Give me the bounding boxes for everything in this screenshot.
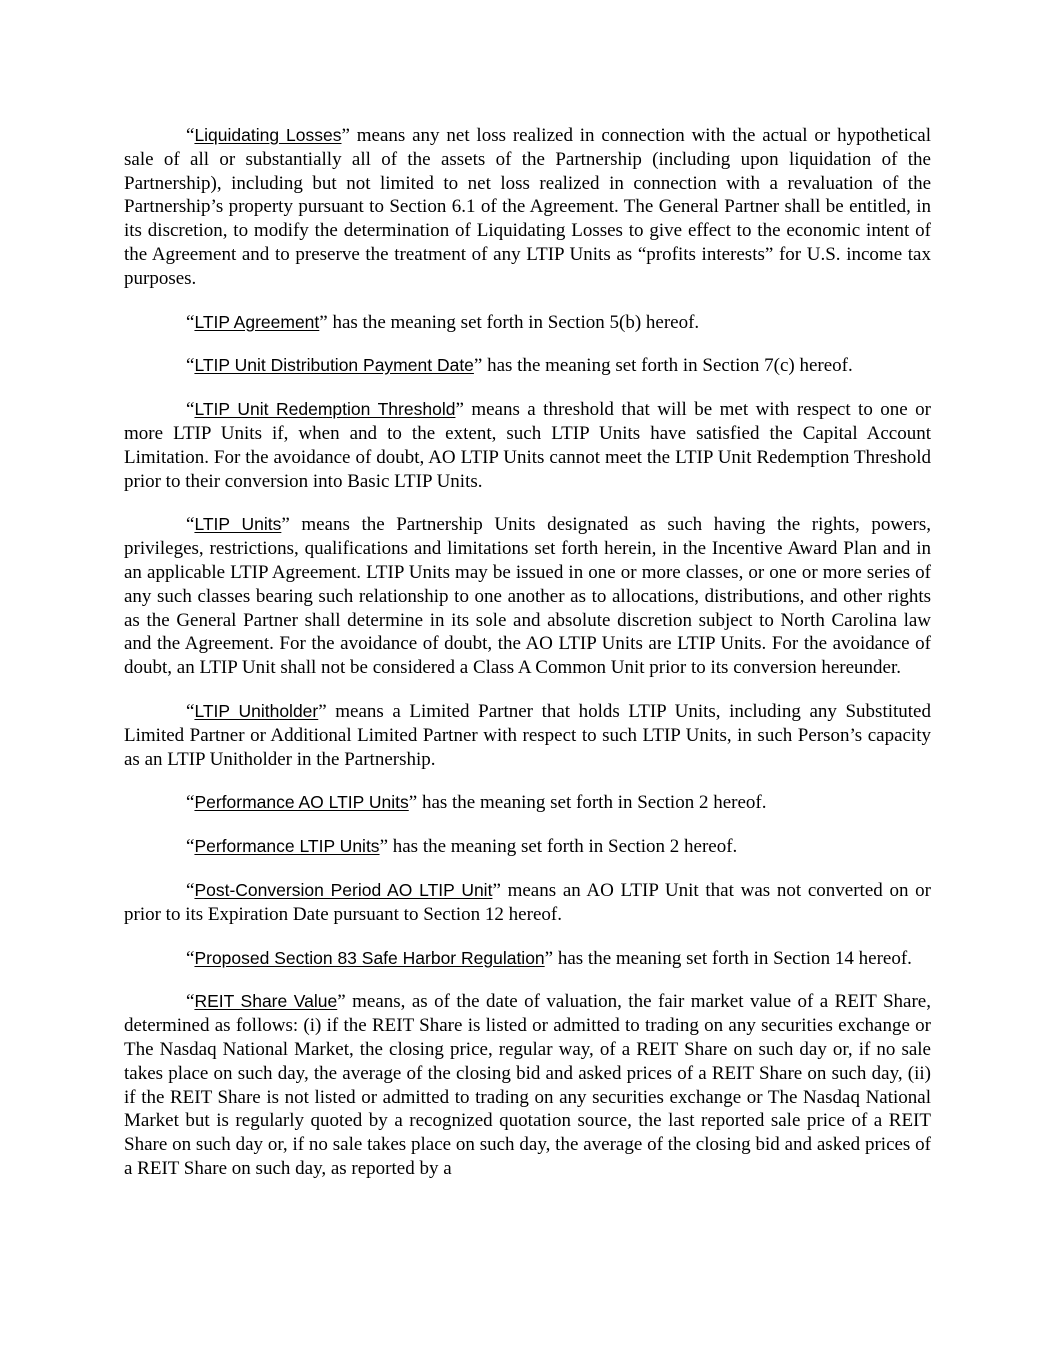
definition-text: has the meaning set forth in Section 2 hereof. [388, 836, 738, 858]
defined-term: LTIP Unitholder [194, 700, 319, 721]
defined-term: Post-Conversion Period AO LTIP Unit [194, 879, 493, 900]
definition-reit-share-value: “REIT Share Value” means, as of the date of valuation, the fair market value of a REIT Share, determined as follows: (i) if the REIT Share is listed or admitted to trading on any securities exchange or The Nasdaq National Market, the closing price, regular way, of a REIT Share on such day or, if no sale takes place on such day, the average of the closing bid and asked prices of a REIT Share on such day, (ii) if the REIT Share is not listed or admitted to trading on any securities exchange or The Nasdaq National Market but is regularly quoted by a recognized quotation source, the last reported sale price of a REIT Share on such day or, if no sale takes place on such day, the average of the closing bid and asked prices of a REIT Share on such day, as reported by a [124, 991, 931, 1179]
definition-text: means a Limited Partner that holds LTIP Units, including any Substituted Limited Partner or Additional Limited Partner with respect to such LTIP Units, in such Person’s capacity as an LTIP Unitholder in the Partnership. [124, 700, 931, 770]
definition-text: has the meaning set forth in Section 7(c) hereof. [482, 355, 853, 377]
definition-ltip-unit-redemption-threshold: “LTIP Unit Redemption Threshold” means a threshold that will be met with respect to one or more LTIP Units if, when and to the extent, such LTIP Units have satisfied the Capital Account Limitation. For the avoidance of doubt, AO LTIP Units cannot meet the LTIP Unit Redemption Threshold prior to their conversion into Basic LTIP Units. [124, 399, 931, 492]
definition-liquidating-losses: “Liquidating Losses” means any net loss realized in connection with the actual or hypothetical sale of all or substantially all of the assets of the Partnership (including upon liquidation of the Partnership), including but not limited to net loss realized in connection with a revaluation of the Partnership’s property pursuant to Section 6.1 of the Agreement. The General Partner shall be entitled, in its discretion, to modify the determination of Liquidating Losses to give effect to the economic intent of the Agreement and to preserve the treatment of any LTIP Units as “profits interests” for U.S. income tax purposes. [124, 125, 931, 289]
definition-text: has the meaning set forth in Section 2 hereof. [417, 792, 767, 814]
definition-ltip-units: “LTIP Units” means the Partnership Units designated as such having the rights, powers, privileges, restrictions, qualifications and limitations set forth herein, in the Incentive Award Plan and in an applicable LTIP Agreement. LTIP Units may be issued in one or more classes, or one or more series of any such classes bearing such relationship to one another as to allocations, distributions, and other rights as the General Partner shall determine in its sole and absolute discretion subject to North Carolina law and the Agreement. For the avoidance of doubt, the AO LTIP Units are LTIP Units. For the avoidance of doubt, an LTIP Unit shall not be considered a Class A Common Unit prior to its conversion hereunder. [124, 514, 932, 679]
defined-term: LTIP Units [194, 514, 282, 535]
definition-ltip-unitholder: “LTIP Unitholder” means a Limited Partner that holds LTIP Units, including any Substituted Limited Partner or Additional Limited Partner with respect to such LTIP Units, in such Person’s capacity as an LTIP Unitholder in the Partnership. [124, 700, 931, 770]
definition-text: has the meaning set forth in Section 5(b) hereof. [327, 311, 700, 333]
defined-term: Liquidating Losses [194, 125, 342, 145]
definition-ltip-agreement: “LTIP Agreement” has the meaning set forth in Section 5(b) hereof. [186, 311, 700, 333]
defined-term: LTIP Unit Redemption Threshold [194, 399, 456, 420]
definition-performance-ltip-units: “Performance LTIP Units” has the meaning set forth in Section 2 hereof. [186, 836, 738, 858]
defined-term: LTIP Unit Distribution Payment Date [194, 355, 474, 376]
defined-term: Performance LTIP Units [194, 836, 380, 857]
definition-post-conversion-period-ao-ltip-unit: “Post-Conversion Period AO LTIP Unit” means an AO LTIP Unit that was not converted on or prior to its Expiration Date pursuant to Section 12 hereof. [124, 879, 931, 925]
definition-text: means an AO LTIP Unit that was not converted on or prior to its Expiration Date pursuant to Section 12 hereof. [124, 879, 931, 925]
document-page [124, 124, 931, 1201]
defined-term: REIT Share Value [194, 991, 338, 1012]
defined-term: LTIP Agreement [194, 311, 320, 332]
definition-text: means any net loss realized in connection with the actual or hypothetical sale of all or substantially all of the assets of the Partnership (including upon liquidation of the Partnership), including but not limited to net loss realized in connection with a revaluation of the Partnership’s property pursuant to Section 6.1 of the Agreement. The General Partner shall be entitled, in its discretion, to modify the determination of Liquidating Losses to give effect to the economic intent of the Agreement and to preserve the treatment of any LTIP Units as “profits interests” for U.S. income tax purposes. [124, 125, 931, 289]
definition-text: means the Partnership Units designated as such having the rights, powers, privileges, restrictions, qualifications and limitations set forth herein, in the Incentive Award Plan and in an applicable LTIP Agreement. LTIP Units may be issued in one or more classes, or one or more series of any such classes bearing such relationship to one another as to allocations, distributions, and other rights as the General Partner shall determine in its sole and absolute discretion subject to North Carolina law and the Agreement. For the avoidance of doubt, the AO LTIP Units are LTIP Units. For the avoidance of doubt, an LTIP Unit shall not be considered a Class A Common Unit prior to its conversion hereunder. [124, 514, 932, 679]
definition-text: means, as of the date of valuation, the fair market value of a REIT Share, determined as follows: (i) if the REIT Share is listed or admitted to trading on any securities exchange or The Nasdaq National Market, the closing price, regular way, of a REIT Share on such day or, if no sale takes place on such day, the average of the closing bid and asked prices of a REIT Share on such day, (ii) if the REIT Share is not listed or admitted to trading on any securities exchange or The Nasdaq National Market but is regularly quoted by a recognized quotation source, the last reported sale price of a REIT Share on such day or, if no sale takes place on such day, the average of the closing bid and asked prices of a REIT Share on such day, as reported by a [124, 991, 931, 1179]
definition-ltip-unit-distribution-payment-date: “LTIP Unit Distribution Payment Date” has the meaning set forth in Section 7(c) hereof. [186, 355, 853, 377]
definition-performance-ao-ltip-units: “Performance AO LTIP Units” has the meaning set forth in Section 2 hereof. [186, 792, 767, 814]
definition-text: means a threshold that will be met with respect to one or more LTIP Units if, when and to the extent, such LTIP Units have satisfied the Capital Account Limitation. For the avoidance of doubt, AO LTIP Units cannot meet the LTIP Unit Redemption Threshold prior to their conversion into Basic LTIP Units. [124, 399, 931, 492]
definition-text: has the meaning set forth in Section 14 hereof. [553, 947, 912, 969]
definition-proposed-section-83-safe-harbor-regulation: “Proposed Section 83 Safe Harbor Regulation” has the meaning set forth in Section 14 hereof. [186, 947, 912, 969]
defined-term: Performance AO LTIP Units [194, 792, 409, 813]
defined-term: Proposed Section 83 Safe Harbor Regulation [194, 947, 545, 968]
